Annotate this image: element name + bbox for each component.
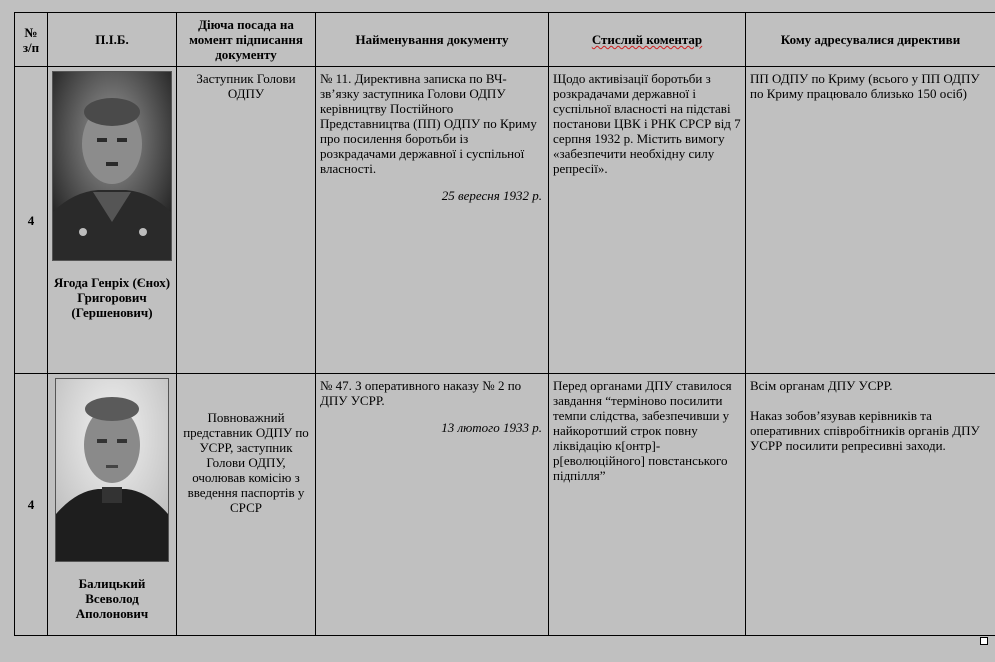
person-cell [48, 374, 177, 636]
document-date: 13 лютого 1933 р. [441, 420, 542, 435]
table-row [15, 67, 995, 374]
document-title: № 47. З оперативного наказу № 2 по ДПУ УСРР. [320, 378, 522, 408]
person-cell [48, 67, 177, 374]
comment-cell: Перед органами ДПУ ставилося завдання “терміново посилити темпи слідства, забезпечивши у найкоротший строк повну ліквідацію к[онтр]-р[еволюційного] повстанського підпілля” [549, 374, 746, 636]
document-cell [316, 374, 549, 636]
document-date: 25 вересня 1932 р. [441, 188, 542, 203]
document-cell [316, 67, 549, 374]
header-row [15, 13, 995, 67]
addressee-cell [746, 374, 995, 636]
addressee-cell [746, 67, 995, 374]
addressee-text: ПП ОДПУ по Криму (всього у ПП ОДПУ по Криму працювало близько 150 осіб) [750, 71, 980, 101]
person-name: Ягода Генріх (Єнох) Григорович (Гершенович) [53, 275, 171, 320]
row-num: 4 [15, 374, 48, 636]
table-row [15, 374, 995, 636]
header-comment-text: Стислий коментар [591, 32, 703, 47]
person-name: Балицький Всеволод Аполонович [75, 576, 149, 621]
table-resize-handle[interactable] [980, 637, 988, 645]
position-cell: Заступник Голови ОДПУ [177, 67, 316, 374]
addressee-note: Наказ зобов’язував керівників та оперативних співробітників органів ДПУ УСРР посилити репресивні заходи. [750, 408, 980, 453]
position-text: Повноважний представник ОДПУ по УСРР, заступник Голови ОДПУ, очолював комісію з введення паспортів у СРСР [183, 410, 309, 515]
header-num: № з/п [15, 13, 48, 67]
header-position: Діюча посада на момент підписання документу [177, 13, 316, 67]
header-addressee: Кому адресувалися директиви [746, 13, 995, 67]
row-num: 4 [15, 67, 48, 374]
addressee-text: Всім органам ДПУ УСРР. [750, 378, 893, 393]
header-document: Найменування документу [316, 13, 549, 67]
comment-cell: Щодо активізації боротьби з розкрадачами державної і суспільної власності на підставі постанови ЦВК і РНК СРСР від 7 серпня 1932 р. Містить вимогу «забезпечити необхідну силу репресії». [549, 67, 746, 374]
paragraph-gap [750, 393, 991, 408]
directives-table [14, 12, 995, 636]
position-cell [177, 374, 316, 636]
portrait-photo-icon [52, 71, 172, 261]
header-comment [549, 13, 746, 67]
document-title: № 11. Директивна записка по ВЧ-зв’язку заступника Голови ОДПУ керівництву Постійного Представництва (ПП) ОДПУ по Криму про посилення боротьби із розкрадачами державної і суспільної власності. [320, 71, 537, 176]
portrait-photo-icon [55, 378, 169, 562]
header-name: П.І.Б. [48, 13, 177, 67]
